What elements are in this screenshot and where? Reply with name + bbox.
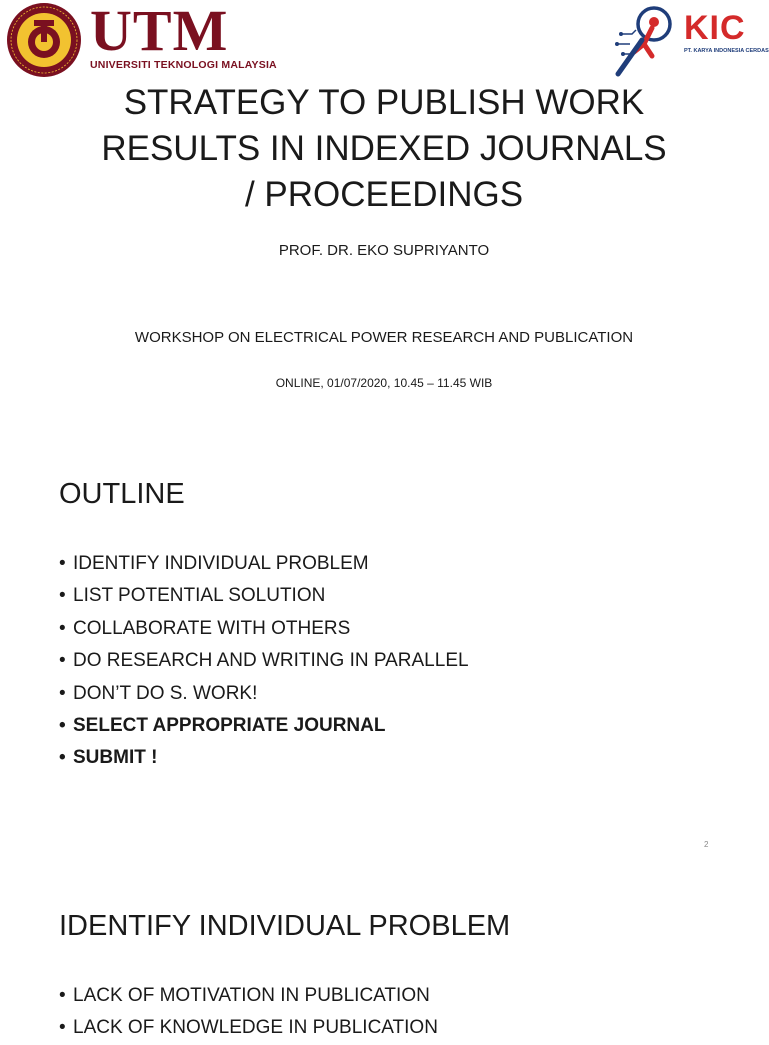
kic-logo-subtitle: PT. KARYA INDONESIA CERDAS [684, 48, 769, 54]
title-line: RESULTS IN INDEXED JOURNALS [101, 129, 667, 168]
workshop-name: WORKSHOP ON ELECTRICAL POWER RESEARCH AND PUBLICATION [134, 329, 634, 346]
bullet-text: DO RESEARCH AND WRITING IN PARALLEL [73, 650, 469, 672]
title-line: / PROCEEDINGS [244, 175, 524, 214]
problem-slide [0, 860, 768, 1039]
kic-logo-text: KIC [684, 9, 746, 47]
page-number: 2 [704, 840, 709, 849]
title-line: STRATEGY TO PUBLISH WORK [123, 83, 645, 122]
event-date: ONLINE, 01/07/2020, 10.45 – 11.45 WIB [275, 376, 493, 390]
bullet-text: SUBMIT ! [73, 747, 158, 769]
bullet-text: COLLABORATE WITH OTHERS [73, 617, 351, 639]
bullet-item: • COLLABORATE WITH OTHERS [59, 617, 351, 639]
bullet-text: DON’T DO S. WORK! [73, 682, 258, 704]
slide-heading: OUTLINE [59, 478, 185, 510]
bullet-text: SELECT APPROPRIATE JOURNAL [73, 714, 386, 736]
outline-slide [0, 420, 768, 860]
utm-seal-icon [6, 2, 82, 78]
bullet-text: LACK OF KNOWLEDGE IN PUBLICATION [73, 1017, 438, 1039]
author-name: PROF. DR. EKO SUPRIYANTO [278, 242, 490, 259]
bullet-item: • LACK OF MOTIVATION IN PUBLICATION [59, 985, 430, 1006]
bullet-item: • LACK OF KNOWLEDGE IN PUBLICATION [59, 1017, 438, 1039]
bullet-list [59, 980, 438, 1045]
kic-runner-icon [612, 4, 680, 80]
bullet-text: LACK OF MOTIVATION IN PUBLICATION [73, 985, 430, 1006]
title-slide [0, 0, 768, 420]
utm-logo-text: UTM [90, 0, 229, 63]
bullet-item: • SELECT APPROPRIATE JOURNAL [59, 714, 386, 736]
slide-title [60, 80, 708, 218]
bullet-item: • DON’T DO S. WORK! [59, 682, 258, 704]
utm-logo-subtitle: UNIVERSITI TEKNOLOGI MALAYSIA [90, 59, 277, 71]
bullet-item: • DO RESEARCH AND WRITING IN PARALLEL [59, 650, 469, 672]
bullet-list [59, 548, 469, 775]
slide-heading: IDENTIFY INDIVIDUAL PROBLEM [59, 910, 511, 942]
kic-logo [612, 4, 768, 80]
bullet-text: IDENTIFY INDIVIDUAL PROBLEM [73, 553, 369, 574]
bullet-item: • IDENTIFY INDIVIDUAL PROBLEM [59, 553, 369, 574]
bullet-item: • LIST POTENTIAL SOLUTION [59, 585, 326, 607]
bullet-item: • SUBMIT ! [59, 747, 158, 769]
bullet-text: LIST POTENTIAL SOLUTION [73, 585, 326, 607]
